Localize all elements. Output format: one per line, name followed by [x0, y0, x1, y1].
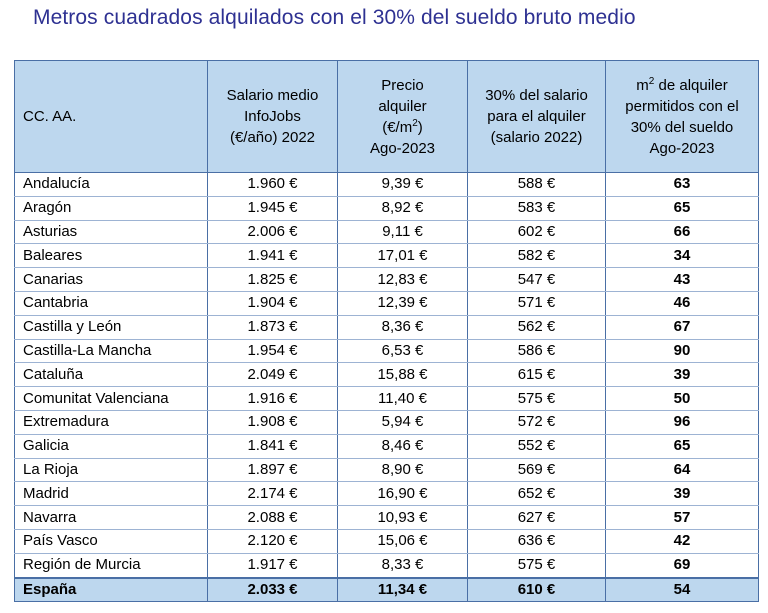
cell-treinta: 627 € — [468, 506, 606, 530]
cell-m2: 42 — [606, 529, 759, 553]
table-row-total — [15, 578, 759, 602]
cell-salario: 1.945 € — [208, 196, 338, 220]
cell-m2: 63 — [606, 173, 759, 197]
cell-m2: 57 — [606, 506, 759, 530]
cell-m2: 66 — [606, 220, 759, 244]
cell-treinta: 602 € — [468, 220, 606, 244]
table-row — [15, 506, 759, 530]
cell-precio: 9,11 € — [338, 220, 468, 244]
cell-m2: 96 — [606, 410, 759, 434]
table-row — [15, 458, 759, 482]
cell-name: Extremadura — [15, 410, 208, 434]
cell-salario: 2.120 € — [208, 529, 338, 553]
cell-m2: 34 — [606, 244, 759, 268]
cell-name: País Vasco — [15, 529, 208, 553]
cell-name: España — [15, 578, 208, 602]
cell-salario: 1.904 € — [208, 291, 338, 315]
table-row — [15, 529, 759, 553]
cell-precio: 15,88 € — [338, 363, 468, 387]
cell-m2: 65 — [606, 434, 759, 458]
table-row — [15, 387, 759, 411]
cell-precio: 8,33 € — [338, 553, 468, 577]
cell-m2: 65 — [606, 196, 759, 220]
cell-treinta: 575 € — [468, 553, 606, 577]
cell-treinta: 586 € — [468, 339, 606, 363]
cell-name: Aragón — [15, 196, 208, 220]
cell-treinta: 652 € — [468, 482, 606, 506]
table-header-row — [15, 61, 759, 173]
cell-name: Asturias — [15, 220, 208, 244]
cell-salario: 1.941 € — [208, 244, 338, 268]
table-row — [15, 315, 759, 339]
page-title: Metros cuadrados alquilados con el 30% del sueldo bruto medio — [33, 6, 636, 29]
cell-treinta: 569 € — [468, 458, 606, 482]
cell-treinta: 588 € — [468, 173, 606, 197]
cell-treinta: 572 € — [468, 410, 606, 434]
cell-treinta: 636 € — [468, 529, 606, 553]
table-row — [15, 482, 759, 506]
table-row — [15, 220, 759, 244]
cell-m2: 39 — [606, 482, 759, 506]
cell-precio: 8,90 € — [338, 458, 468, 482]
cell-m2: 64 — [606, 458, 759, 482]
table-row — [15, 363, 759, 387]
cell-m2: 46 — [606, 291, 759, 315]
cell-name: Galicia — [15, 434, 208, 458]
cell-precio: 11,40 € — [338, 387, 468, 411]
cell-treinta: 610 € — [468, 578, 606, 602]
cell-m2: 69 — [606, 553, 759, 577]
cell-salario: 2.088 € — [208, 506, 338, 530]
cell-salario: 2.174 € — [208, 482, 338, 506]
cell-treinta: 583 € — [468, 196, 606, 220]
cell-salario: 1.841 € — [208, 434, 338, 458]
cell-name: Navarra — [15, 506, 208, 530]
cell-salario: 2.033 € — [208, 578, 338, 602]
cell-treinta: 547 € — [468, 268, 606, 292]
cell-salario: 1.917 € — [208, 553, 338, 577]
table-row — [15, 410, 759, 434]
cell-salario: 1.908 € — [208, 410, 338, 434]
cell-precio: 8,92 € — [338, 196, 468, 220]
header-ccaa: CC. AA. — [15, 61, 208, 173]
cell-name: Comunitat Valenciana — [15, 387, 208, 411]
cell-name: Región de Murcia — [15, 553, 208, 577]
cell-name: Baleares — [15, 244, 208, 268]
cell-m2: 90 — [606, 339, 759, 363]
cell-treinta: 552 € — [468, 434, 606, 458]
cell-name: Canarias — [15, 268, 208, 292]
cell-name: Cantabria — [15, 291, 208, 315]
cell-treinta: 571 € — [468, 291, 606, 315]
cell-precio: 16,90 € — [338, 482, 468, 506]
cell-salario: 1.916 € — [208, 387, 338, 411]
cell-salario: 1.960 € — [208, 173, 338, 197]
table-row — [15, 553, 759, 577]
cell-m2: 43 — [606, 268, 759, 292]
cell-salario: 1.873 € — [208, 315, 338, 339]
cell-name: Madrid — [15, 482, 208, 506]
header-m2: $m^2$ de alquiler permitidos con el 30% del sueldo Ago-2023 — [606, 61, 759, 173]
cell-name: Castilla y León — [15, 315, 208, 339]
cell-precio: 12,83 € — [338, 268, 468, 292]
table-row — [15, 268, 759, 292]
table-row — [15, 196, 759, 220]
cell-name: Castilla-La Mancha — [15, 339, 208, 363]
cell-precio: 8,46 € — [338, 434, 468, 458]
cell-name: Cataluña — [15, 363, 208, 387]
cell-precio: 10,93 € — [338, 506, 468, 530]
table-row — [15, 244, 759, 268]
cell-precio: 11,34 € — [338, 578, 468, 602]
cell-precio: 6,53 € — [338, 339, 468, 363]
table-row — [15, 291, 759, 315]
cell-precio: 12,39 € — [338, 291, 468, 315]
cell-salario: 1.954 € — [208, 339, 338, 363]
table-row — [15, 339, 759, 363]
header-salario: Salario medio InfoJobs (€/año) 2022 — [208, 61, 338, 173]
cell-salario: 1.825 € — [208, 268, 338, 292]
header-precio: Precio alquiler $(€/m^2)$ Ago-2023 — [338, 61, 468, 173]
cell-precio: 9,39 € — [338, 173, 468, 197]
cell-treinta: 582 € — [468, 244, 606, 268]
cell-salario: 2.049 € — [208, 363, 338, 387]
cell-m2: 54 — [606, 578, 759, 602]
cell-precio: 17,01 € — [338, 244, 468, 268]
cell-salario: 1.897 € — [208, 458, 338, 482]
cell-name: La Rioja — [15, 458, 208, 482]
cell-m2: 50 — [606, 387, 759, 411]
cell-salario: 2.006 € — [208, 220, 338, 244]
cell-treinta: 615 € — [468, 363, 606, 387]
cell-m2: 39 — [606, 363, 759, 387]
cell-precio: 15,06 € — [338, 529, 468, 553]
cell-precio: 8,36 € — [338, 315, 468, 339]
cell-m2: 67 — [606, 315, 759, 339]
table-row — [15, 173, 759, 197]
cell-treinta: 575 € — [468, 387, 606, 411]
cell-name: Andalucía — [15, 173, 208, 197]
cell-precio: 5,94 € — [338, 410, 468, 434]
header-treinta: 30% del salario para el alquiler (salario 2022) — [468, 61, 606, 173]
cell-treinta: 562 € — [468, 315, 606, 339]
table-row — [15, 434, 759, 458]
rent-table — [14, 60, 759, 602]
